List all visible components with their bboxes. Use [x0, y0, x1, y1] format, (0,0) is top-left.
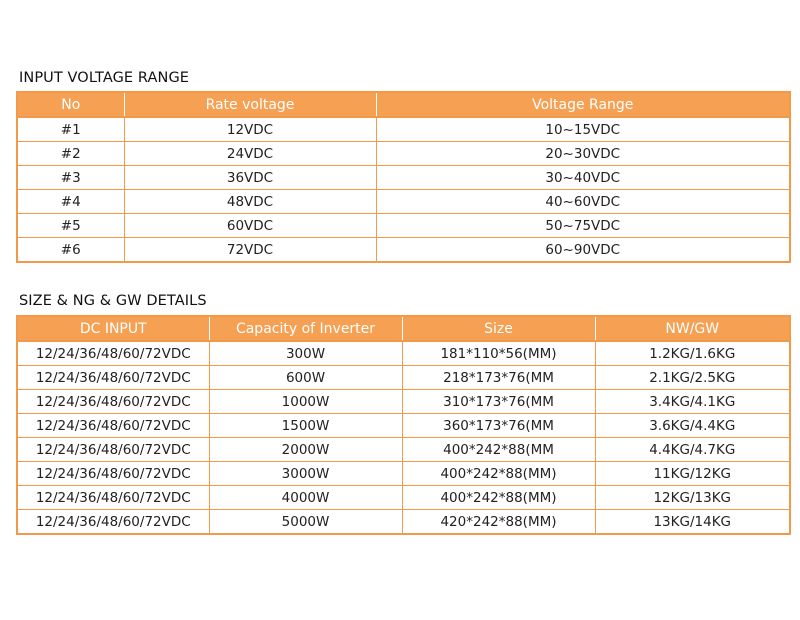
table-header-row — [17, 316, 790, 341]
cell-voltage-range: 20~30VDC — [376, 142, 790, 166]
cell-no: #5 — [17, 214, 124, 238]
cell-dc-input: 12/24/36/48/60/72VDC — [17, 366, 209, 390]
cell-size: 400*242*88(MM) — [402, 462, 595, 486]
table-row — [17, 486, 790, 510]
table-row — [17, 117, 790, 142]
table-row — [17, 438, 790, 462]
cell-capacity: 600W — [209, 366, 402, 390]
table-row — [17, 142, 790, 166]
table-row — [17, 238, 790, 263]
cell-dc-input: 12/24/36/48/60/72VDC — [17, 390, 209, 414]
cell-nw-gw: 12KG/13KG — [595, 486, 790, 510]
cell-dc-input: 12/24/36/48/60/72VDC — [17, 486, 209, 510]
column-header-nw-gw: NW/GW — [595, 316, 790, 341]
size-details-table — [16, 315, 791, 535]
cell-size: 181*110*56(MM) — [402, 341, 595, 366]
cell-rate-voltage: 60VDC — [124, 214, 376, 238]
cell-dc-input: 12/24/36/48/60/72VDC — [35, 345, 191, 362]
cell-voltage-range: 50~75VDC — [376, 214, 790, 238]
cell-no: #3 — [17, 166, 124, 190]
cell-voltage-range: 60~90VDC — [376, 238, 790, 263]
column-header-rate-voltage: Rate voltage — [124, 92, 376, 117]
cell-capacity: 3000W — [209, 462, 402, 486]
cell-dc-input: 12/24/36/48/60/72VDC — [17, 510, 209, 535]
cell-rate-voltage: 72VDC — [124, 238, 376, 263]
cell-nw-gw: 2.1KG/2.5KG — [595, 366, 790, 390]
table-row — [17, 510, 790, 535]
cell-size: 360*173*76(MM — [402, 414, 595, 438]
column-header-size: Size — [402, 316, 595, 341]
size-ng-gw-details-title: SIZE & NG & GW DETAILS — [19, 293, 207, 309]
input-voltage-table — [16, 91, 791, 263]
table-row — [17, 366, 790, 390]
table-row — [17, 341, 790, 366]
cell-voltage-range: 30~40VDC — [376, 166, 790, 190]
cell-size: 218*173*76(MM — [402, 366, 595, 390]
cell-nw-gw: 1.2KG/1.6KG — [595, 341, 790, 366]
cell-nw-gw: 4.4KG/4.7KG — [595, 438, 790, 462]
cell-no: #1 — [60, 121, 81, 138]
cell-capacity: 4000W — [209, 486, 402, 510]
cell-capacity: 2000W — [209, 438, 402, 462]
cell-capacity: 1000W — [209, 390, 402, 414]
table-row — [17, 214, 790, 238]
cell-rate-voltage: 48VDC — [124, 190, 376, 214]
cell-voltage-range: 10~15VDC — [376, 117, 790, 142]
cell-dc-input: 12/24/36/48/60/72VDC — [17, 414, 209, 438]
cell-rate-voltage: 24VDC — [124, 142, 376, 166]
table-row — [17, 190, 790, 214]
cell-size: 400*242*88(MM) — [402, 486, 595, 510]
cell-capacity: 5000W — [209, 510, 402, 535]
table-header-row — [17, 92, 790, 117]
cell-size: 400*242*88(MM — [402, 438, 595, 462]
table-row — [17, 414, 790, 438]
table-row — [17, 462, 790, 486]
input-voltage-range-title: INPUT VOLTAGE RANGE — [19, 70, 190, 86]
cell-nw-gw: 13KG/14KG — [595, 510, 790, 535]
cell-voltage-range: 40~60VDC — [376, 190, 790, 214]
cell-no: #2 — [17, 142, 124, 166]
cell-dc-input: 12/24/36/48/60/72VDC — [17, 462, 209, 486]
cell-nw-gw: 3.6KG/4.4KG — [595, 414, 790, 438]
cell-nw-gw: 11KG/12KG — [595, 462, 790, 486]
column-header-capacity: Capacity of Inverter — [209, 316, 402, 341]
column-header-dc-input: DC INPUT — [17, 316, 209, 341]
cell-rate-voltage: 12VDC — [124, 117, 376, 142]
cell-size: 420*242*88(MM) — [402, 510, 595, 535]
cell-dc-input: 12/24/36/48/60/72VDC — [17, 438, 209, 462]
cell-no: #4 — [17, 190, 124, 214]
table-row — [17, 390, 790, 414]
cell-nw-gw: 3.4KG/4.1KG — [595, 390, 790, 414]
cell-capacity: 300W — [209, 341, 402, 366]
cell-rate-voltage: 36VDC — [124, 166, 376, 190]
cell-no: #6 — [17, 238, 124, 263]
table-row — [17, 166, 790, 190]
column-header-no: No — [17, 92, 124, 117]
cell-capacity: 1500W — [209, 414, 402, 438]
cell-size: 310*173*76(MM — [402, 390, 595, 414]
column-header-voltage-range: Voltage Range — [376, 92, 790, 117]
